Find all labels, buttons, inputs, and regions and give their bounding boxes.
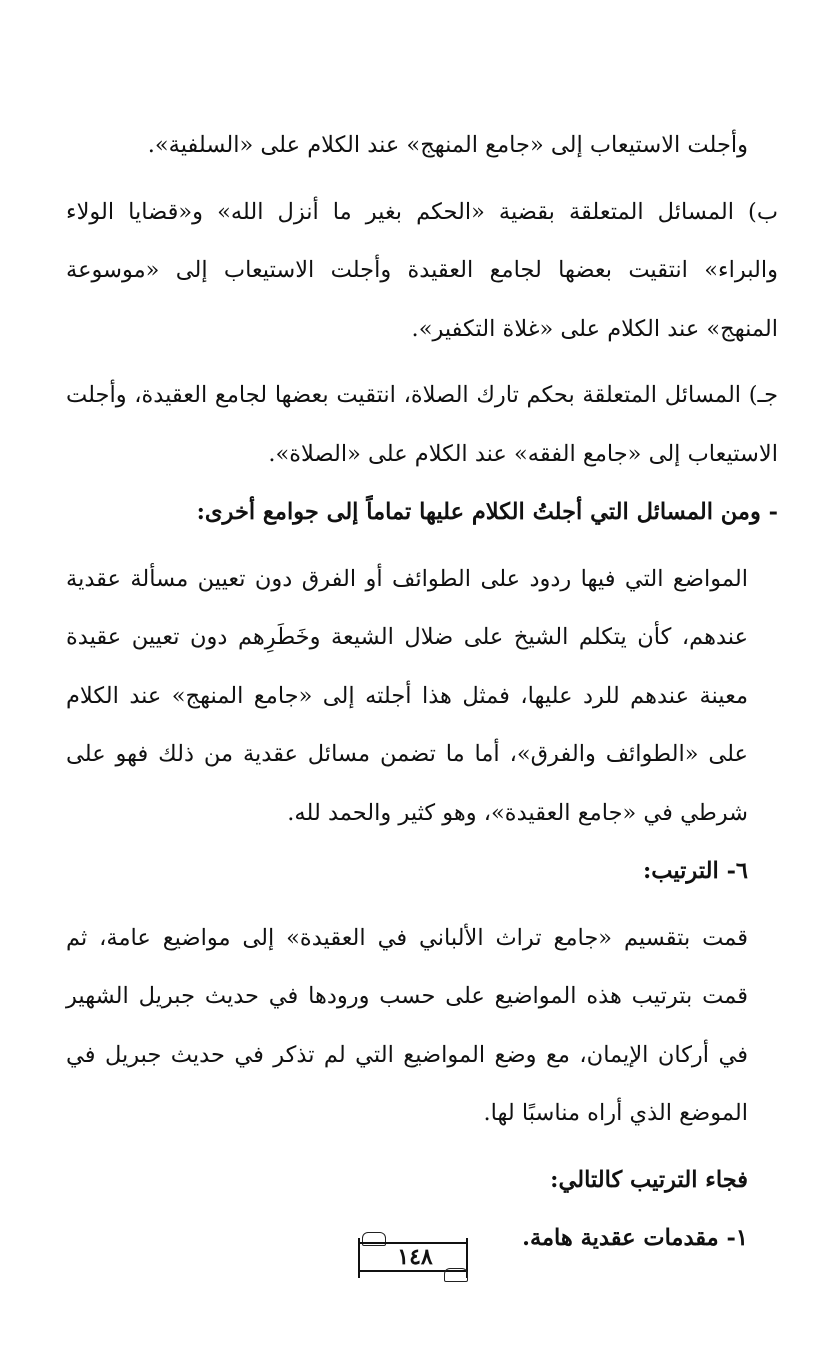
- paragraph-continuation: وأجلت الاستيعاب إلى «جامع المنهج» عند الكلام على «السلفية».: [147, 132, 748, 158]
- paragraph-sects: المواضع التي فيها ردود على الطوائف أو الفرق دون تعيين مسألة عقدية عندهم، كأن يتكلم الشيخ على ضلال الشيعة وخَطَرِهم دون تعيين عقيدة معينة عندهم للرد عليها، فمثل هذا أجلته إلى «جامع المنهج» عند الكلام على «الطوائف والفرق»، أما ما تضمن مسائل عقدية من ذلك فهو على شرطي في «جامع العقيدة»، وهو كثير والحمد لله.: [66, 565, 748, 826]
- section-heading-ordering: ٦- الترتيب:: [642, 858, 748, 884]
- paragraph-ordering: قمت بتقسيم «جامع تراث الألباني في العقيدة» إلى مواضيع عامة، ثم قمت بترتيب هذه المواضيع على حسب ورودها في حديث جبريل الشهير في أركان الإيمان، مع وضع المواضيع التي لم تذكر في حديث جبريل في الموضع الذي أراه مناسبًا لها.: [66, 924, 748, 1126]
- ornament-icon: [444, 1268, 468, 1282]
- page-number-frame: [360, 1232, 470, 1278]
- paragraph-item-c: جـ) المسائل المتعلقة بحكم تارك الصلاة، انتقيت بعضها لجامع العقيدة، وأجلت الاستيعاب إلى «جامع الفقه» عند الكلام على «الصلاة».: [66, 382, 778, 467]
- page-number: ١٤٨: [397, 1244, 433, 1270]
- list-item-1: ١- مقدمات عقدية هامة.: [522, 1225, 748, 1251]
- paragraph-item-b: ب) المسائل المتعلقة بقضية «الحكم بغير ما أنزل الله» و«قضايا الولاء والبراء» انتقيت بعضها لجامع العقيدة وأجلت الاستيعاب إلى «موسوعة المنهج» عند الكلام على «غلاة التكفير».: [66, 198, 778, 342]
- list-intro: فجاء الترتيب كالتالي:: [550, 1166, 748, 1193]
- section-subheading: - ومن المسائل التي أجلتُ الكلام عليها تماماً إلى جوامع أخرى:: [196, 499, 778, 525]
